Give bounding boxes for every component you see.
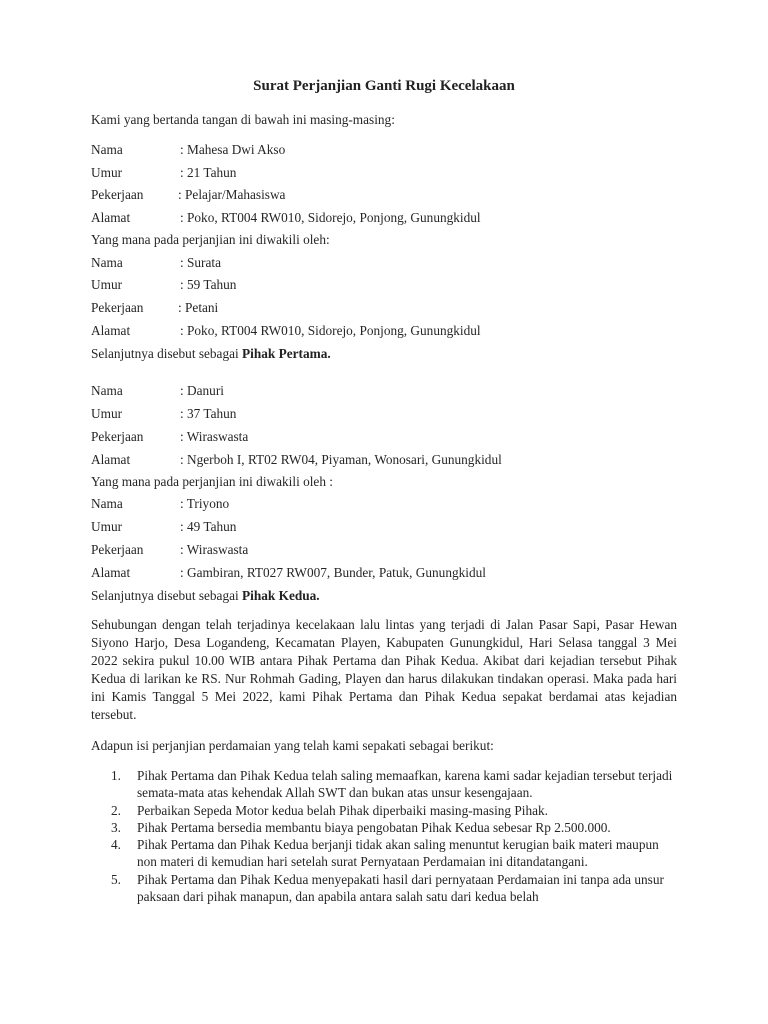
designation-party: Pihak Kedua. — [242, 588, 320, 603]
list-item — [91, 836, 681, 871]
p1-represented-by: Yang mana pada perjanjian ini diwakili oleh: — [91, 232, 330, 247]
field-value: : Pelajar/Mahasiswa — [178, 187, 286, 202]
agreement-list — [91, 767, 681, 905]
p2-represented-by: Yang mana pada perjanjian ini diwakili oleh : — [91, 474, 333, 489]
field-label: Nama — [91, 383, 123, 398]
field-value: : 49 Tahun — [180, 519, 237, 534]
field-value: : Gambiran, RT027 RW007, Bunder, Patuk, Gunungkidul — [180, 565, 486, 580]
field-value: : 37 Tahun — [180, 406, 237, 421]
designation-prefix: Selanjutnya disebut sebagai — [91, 346, 243, 361]
field-label: Alamat — [91, 210, 131, 225]
field-label: Pekerjaan — [91, 187, 144, 202]
item-text: Pihak Pertama dan Pihak Kedua telah saling memaafkan, karena kami sadar kejadian tersebut terjadi semata-mata atas kehendak Allah SWT dan bukan atas unsur kesengajaan. — [137, 768, 673, 801]
designation-party: Pihak Pertama. — [242, 346, 331, 361]
field-value: : Petani — [178, 300, 219, 315]
list-item — [91, 871, 681, 906]
field-label: Alamat — [91, 565, 131, 580]
item-number: 4. — [111, 837, 121, 853]
field-value: : Mahesa Dwi Akso — [180, 142, 286, 157]
field-value: : Danuri — [180, 383, 224, 398]
field-value: : Wiraswasta — [180, 429, 249, 444]
field-label: Umur — [91, 406, 123, 421]
list-item — [91, 767, 681, 802]
designation-prefix: Selanjutnya disebut sebagai — [91, 588, 243, 603]
list-item — [91, 802, 681, 819]
field-label: Umur — [91, 165, 123, 180]
item-number: 5. — [111, 871, 121, 887]
item-number: 2. — [111, 802, 121, 818]
field-value: : Poko, RT004 RW010, Sidorejo, Ponjong, Gunungkidul — [180, 210, 481, 225]
p2-designation — [91, 587, 320, 605]
field-value: : 21 Tahun — [180, 165, 237, 180]
body-paragraph: Sehubungan dengan telah terjadinya kecelakaan lalu lintas yang terjadi di Jalan Pasar Sapi, Pasar Hewan Siyono Harjo, Desa Logandeng, Kecamatan Playen, Kabupaten Gunungkidul, Hari Selasa tanggal 3 Mei 2022 sekira pukul 10.00 WIB antara Pihak Pertama dan Pihak Kedua. Akibat dari kejadian tersebut Pihak Kedua di larikan ke RS. Nur Rohmah Gading, Playen dan harus dilakukan tindakan operasi. Maka pada hari ini Kamis Tanggal 5 Mei 2022, kami Pihak Pertama dan Pihak Kedua sepakat berdamai atas kejadian tersebut. — [91, 617, 677, 722]
field-label: Nama — [91, 142, 123, 157]
field-label: Pekerjaan — [91, 542, 144, 557]
item-text: Perbaikan Sepeda Motor kedua belah Pihak diperbaiki masing-masing Pihak. — [137, 802, 549, 818]
item-text: Pihak Pertama dan Pihak Kedua menyepakati hasil dari pernyataan Perdamaian ini tanpa ada unsur paksaan dari pihak manapun, dan apabila antara salah satu dari kedua belah — [137, 871, 664, 905]
item-number: 1. — [111, 768, 121, 783]
item-text: Pihak Pertama bersedia membantu biaya pengobatan Pihak Kedua sebesar Rp 2.500.000. — [137, 819, 611, 835]
document-title: Surat Perjanjian Ganti Rugi Kecelakaan — [253, 78, 515, 94]
p1-designation — [91, 345, 331, 363]
field-value: : 59 Tahun — [180, 277, 237, 292]
field-value: : Wiraswasta — [180, 542, 249, 557]
intro-text: Kami yang bertanda tangan di bawah ini masing-masing: — [91, 112, 395, 127]
item-number: 3. — [111, 819, 121, 835]
field-label: Alamat — [91, 452, 131, 467]
field-value: : Triyono — [180, 496, 230, 511]
field-label: Nama — [91, 255, 123, 270]
field-label: Pekerjaan — [91, 429, 144, 444]
field-label: Alamat — [91, 323, 131, 338]
field-label: Nama — [91, 496, 123, 511]
field-value: : Ngerboh I, RT02 RW04, Piyaman, Wonosari, Gunungkidul — [180, 452, 502, 467]
list-item — [91, 819, 681, 836]
field-value: : Surata — [180, 255, 221, 270]
item-text: Pihak Pertama dan Pihak Kedua berjanji tidak akan saling menuntut kerugian baik materi maupun non materi di kemudian hari setelah surat Pernyataan Perdamaian ini ditandatangani. — [137, 837, 659, 870]
field-value: : Poko, RT004 RW010, Sidorejo, Ponjong, Gunungkidul — [180, 323, 481, 338]
field-label: Umur — [91, 277, 123, 292]
agreement-intro: Adapun isi perjanjian perdamaian yang telah kami sepakati sebagai berikut: — [91, 738, 494, 753]
field-label: Umur — [91, 519, 123, 534]
field-label: Pekerjaan — [91, 300, 144, 315]
